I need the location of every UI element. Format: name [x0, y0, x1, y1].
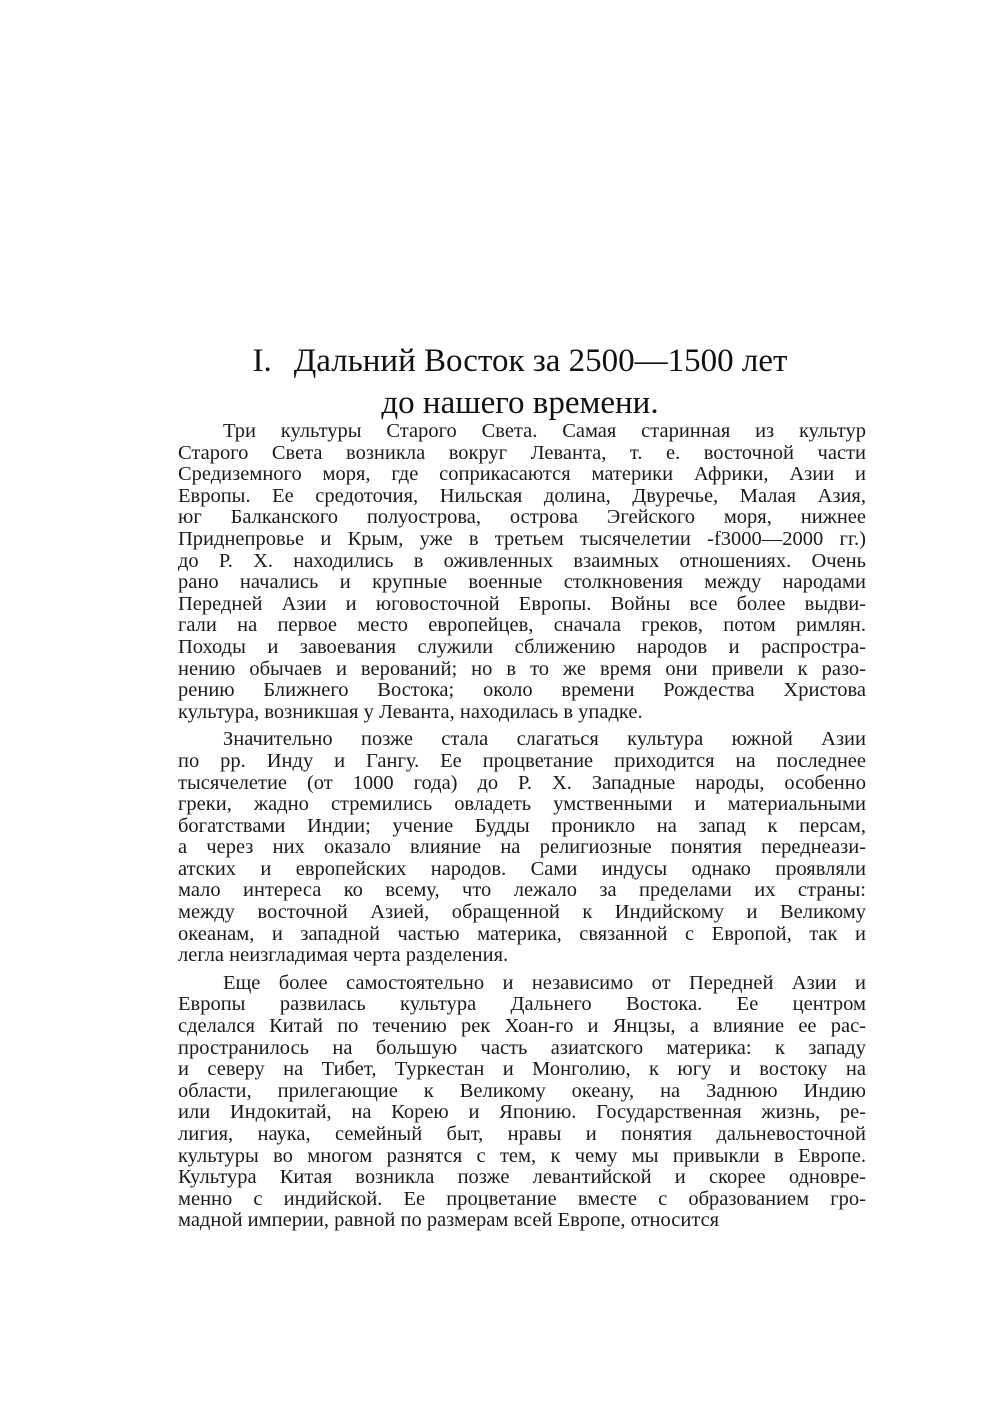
text-line: гали на первое место европейцев, сначала греков, потом римлян.	[178, 614, 866, 637]
chapter-title-line-2: до нашего времени.	[381, 385, 659, 421]
body-text	[178, 421, 866, 1232]
paragraph	[178, 421, 866, 723]
text-line: Средиземного моря, где соприкасаются материки Африки, Азии и	[178, 463, 866, 486]
text-line: рению Ближнего Востока; около времени Рождества Христова	[178, 679, 866, 702]
text-line: атских и европейских народов. Сами индусы однако проявляли	[178, 857, 866, 880]
chapter-title	[175, 340, 865, 424]
text-line: Еще более самостоятельно и независимо от Передней Азии и	[223, 971, 866, 994]
text-line: сделался Китай по течению рек Хоан-го и Янцзы, а влияние ее рас-	[178, 1015, 866, 1038]
text-line: или Индокитай, на Корею и Японию. Государственная жизнь, ре-	[178, 1101, 866, 1124]
text-line: тысячелетие (от 1000 года) до Р. X. Западные народы, особенно	[178, 771, 866, 794]
text-line: лигия, наука, семейный быт, нравы и понятия дальневосточной	[178, 1123, 866, 1145]
text-line: юг Балканского полуострова, острова Эгейского моря, нижнее	[178, 506, 866, 529]
text-line: Значительно позже стала слагаться культура южной Азии	[223, 728, 866, 751]
text-line: между восточной Азией, обращенной к Индийскому и Великому	[178, 901, 866, 924]
chapter-title-line-1	[175, 340, 865, 382]
text-line: культуры во многом разнятся с тем, к чему мы привыкли в Европе.	[178, 1144, 866, 1167]
text-line: океанам, и западной частью материка, связанной с Европой, так и	[178, 922, 866, 945]
text-line: Культура Китая возникла позже левантийской и скорее одновре-	[178, 1166, 866, 1189]
text-line: Приднепровье и Крым, уже в третьем тысячелетии -f3000—2000 гг.)	[178, 527, 866, 550]
text-line: мало интереса ко всему, что лежало за пределами их страны:	[178, 879, 866, 902]
text-line: Европы развилась культура Дальнего Востока. Ее центром	[178, 993, 866, 1016]
paragraph	[178, 729, 866, 967]
text-line: Старого Света возникла вокруг Леванта, т. е. восточной части	[178, 441, 866, 464]
paragraph	[178, 973, 866, 1232]
text-line: до Р. X. находились в оживленных взаимных отношениях. Очень	[178, 549, 866, 572]
text-line: мадной империи, равной по размерам всей Европе, относится	[178, 1209, 720, 1232]
text-line: легла неизгладимая черта разделения.	[178, 944, 509, 967]
text-line: Три культуры Старого Света. Самая старинная из культур	[223, 420, 866, 442]
text-line: по рр. Инду и Гангу. Ее процветание приходится на последнее	[178, 749, 866, 772]
text-line: а через них оказало влияние на религиозные понятия переднеази-	[178, 836, 866, 859]
text-line: пространилось на большую часть азиатского материка: к западу	[178, 1036, 866, 1059]
text-line: богатствами Индии; учение Будды проникло на запад к персам,	[178, 814, 866, 837]
text-line: Передней Азии и юговосточной Европы. Войны все более выдви-	[178, 592, 866, 615]
text-line: менно с индийской. Ее процветание вместе с образованием гро-	[178, 1187, 866, 1210]
text-line: области, прилегающие к Великому океану, на Заднюю Индию	[178, 1079, 866, 1102]
text-line: Европы. Ее средоточия, Нильская долина, Двуречье, Малая Азия,	[178, 484, 866, 507]
chapter-number: I.	[252, 343, 272, 379]
text-line: греки, жадно стремились овладеть умственными и материальными	[178, 793, 866, 816]
text-line: и северу на Тибет, Туркестан и Монголию, к югу и востоку на	[178, 1058, 866, 1081]
text-line: рано начались и крупные военные столкновения между народами	[178, 571, 866, 594]
text-line: Походы и завоевания служили сближению народов и распростра-	[178, 635, 866, 658]
chapter-title-text: Дальний Восток за 2500—1500 лет	[293, 343, 788, 379]
text-line: нению обычаев и верований; но в то же время они привели к разо-	[178, 657, 866, 680]
text-line: культура, возникшая у Леванта, находилась в упадке.	[178, 700, 643, 723]
